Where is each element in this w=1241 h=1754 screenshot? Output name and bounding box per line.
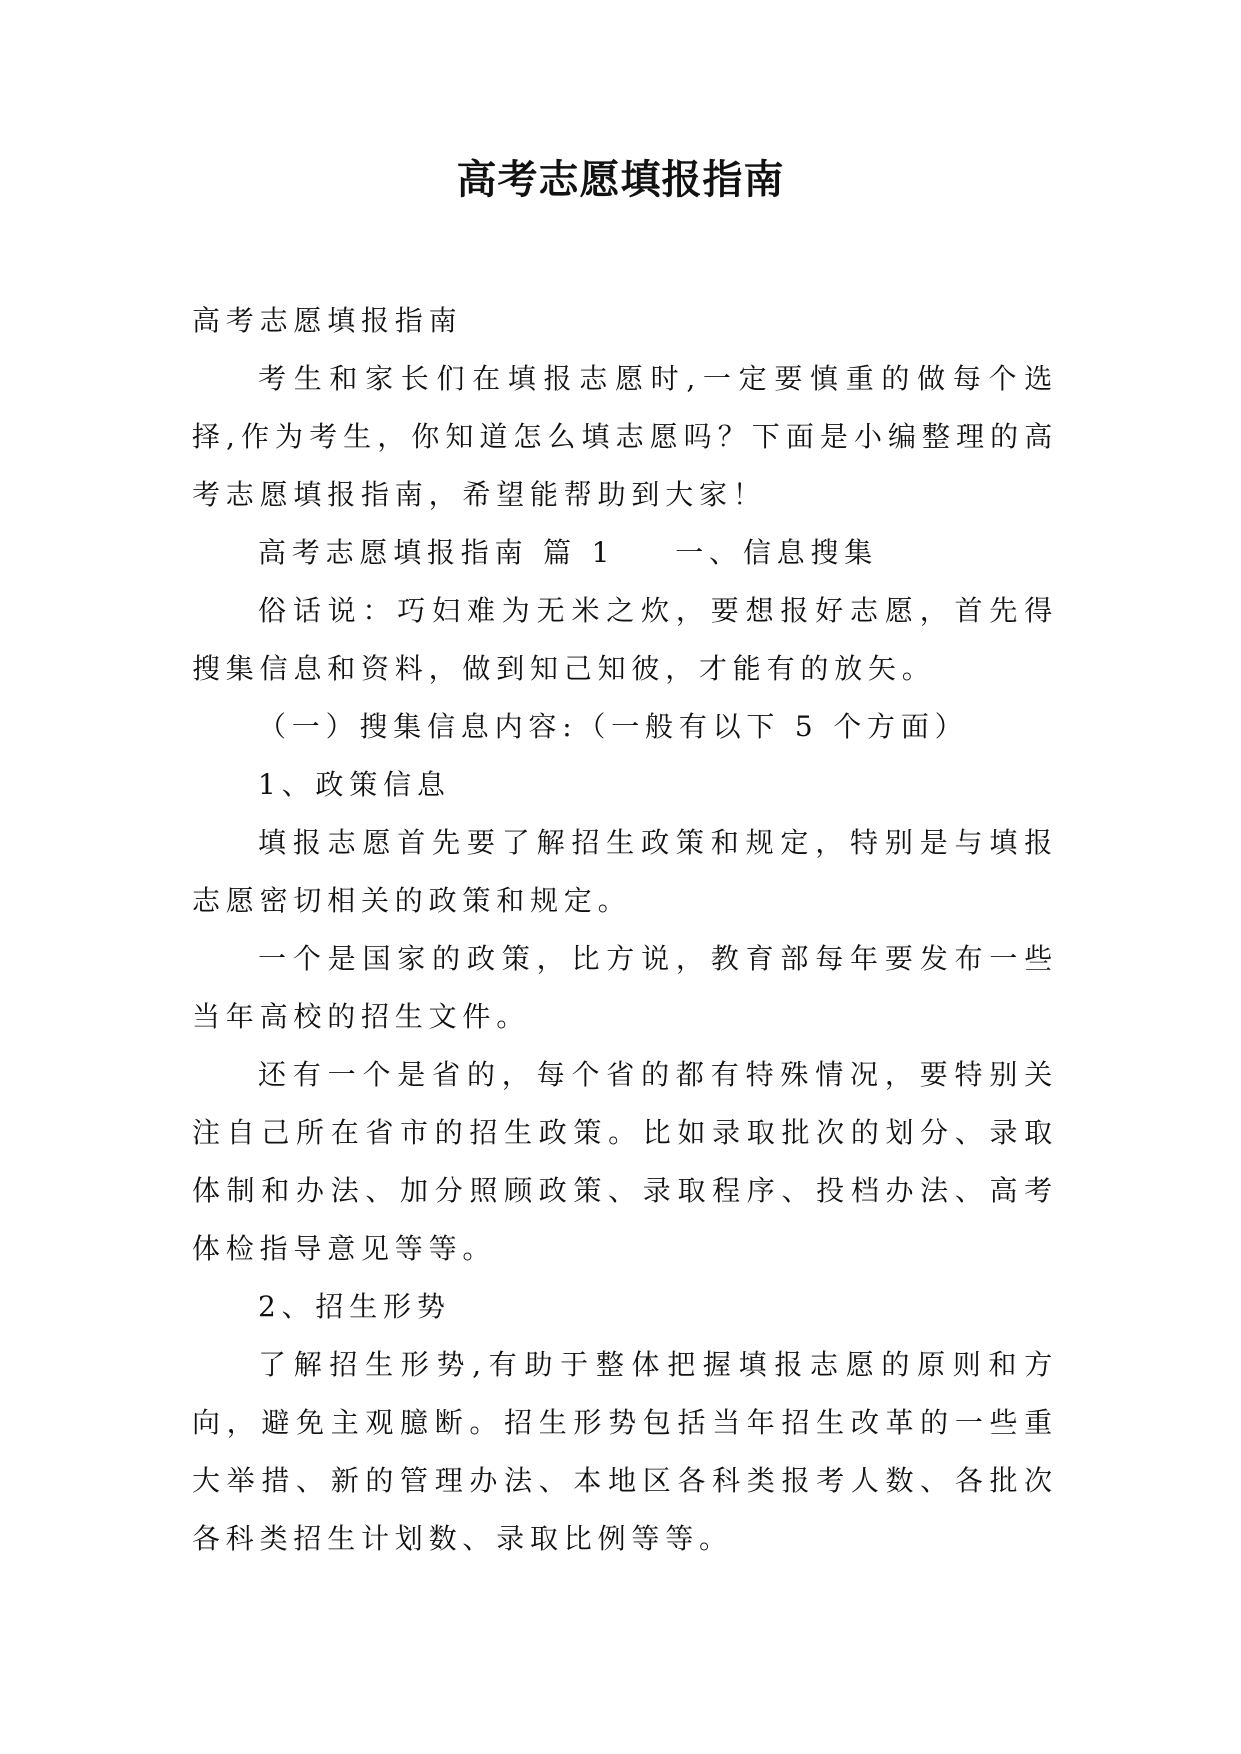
item1-paragraph-2: 一个是国家的政策，比方说，教育部每年要发布一些当年高校的招生文件。 [192, 942, 1058, 1033]
item2-paragraph-1: 了解招生形势,有助于整体把握填报志愿的原则和方向，避免主观臆断。招生形势包括当年招生改革的一些重大举措、新的管理办法、本地区各科类报考人数、各批次各科类招生计划数、录取比例等等。 [192, 1348, 1058, 1555]
section-heading: 一、信息搜集 [675, 536, 879, 569]
intro-paragraph: 考生和家长们在填报志愿时,一定要慎重的做每个选择,作为考生，你知道怎么填志愿吗？下面是小编整理的高考志愿填报指南，希望能帮助到大家！ [192, 362, 1058, 511]
item1-paragraph-3: 还有一个是省的，每个省的都有特殊情况，要特别关注自己所在省市的招生政策。比如录取批次的划分、录取体制和办法、加分照顾政策、录取程序、投档办法、高考体检指导意见等等。 [192, 1058, 1058, 1265]
subsection-heading: （一）搜集信息内容:（一般有以下 5 个方面） [258, 710, 969, 743]
subtitle-line: 高考志愿填报指南 [192, 304, 463, 337]
document-body [192, 292, 1058, 1568]
document-title: 高考志愿填报指南 [456, 156, 785, 203]
item1-paragraph-1: 填报志愿首先要了解招生政策和规定，特别是与填报志愿密切相关的政策和规定。 [192, 826, 1058, 917]
proverb-paragraph: 俗话说：巧妇难为无米之炊，要想报好志愿，首先得搜集信息和资料，做到知己知彼，才能有的放矢。 [192, 594, 1058, 685]
part-heading-line [192, 524, 1058, 582]
item2-heading: 2、招生形势 [258, 1290, 451, 1323]
part-label: 高考志愿填报指南 篇 1 [258, 536, 616, 569]
item1-heading: 1、政策信息 [258, 768, 451, 801]
